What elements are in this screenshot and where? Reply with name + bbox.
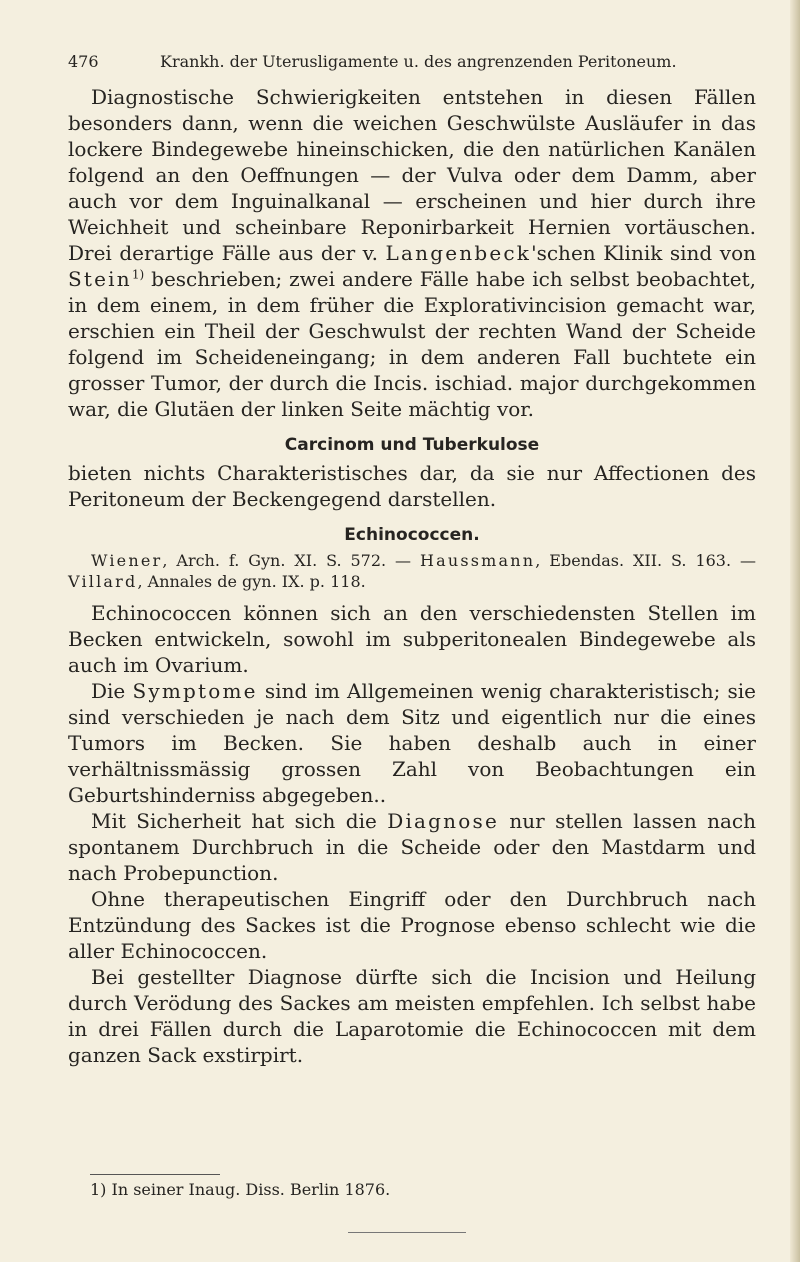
text-run: Mit Sicherheit hat sich die bbox=[91, 809, 388, 833]
text-run: beschrieben; zwei andere Fälle habe ich selbst beobachtet, in dem einem, in dem früher die Explorativincision gemacht war, erschien ein Theil der Geschwulst der rechten Wand der Scheide folgend im Scheideneingang; in dem anderen Fall buchtete ein grosser Tumor, der durch die Incis. ischiad. major durchgekommen war, die Glutäen der linken Seite mächtig vor. bbox=[68, 267, 756, 421]
footnote-marker: 1) bbox=[131, 267, 145, 282]
paragraph-diagnostic-difficulties bbox=[68, 84, 756, 422]
page-body bbox=[68, 84, 756, 1068]
emphasized-term: Symptome bbox=[132, 679, 258, 703]
paragraph-diagnosis bbox=[68, 808, 756, 886]
page-edge bbox=[790, 0, 800, 1262]
section-heading-carcinom: Carcinom und Tuberkulose bbox=[284, 435, 540, 455]
bottom-divider bbox=[348, 1232, 466, 1233]
text-run: sind im Allgemeinen wenig charakteristisch; sie sind verschieden je nach dem Sitz und eigentlich nur die eines Tumors im Becken. Sie haben deshalb auch in einer verhältnissmässig grossen Zahl von Beobachtungen ein Geburtshinderniss abgegeben.. bbox=[68, 679, 756, 807]
page-number: 476 bbox=[68, 52, 99, 71]
author-name: Haussmann bbox=[419, 551, 536, 570]
author-name: Wiener bbox=[91, 551, 163, 570]
author-name: Villard bbox=[68, 572, 138, 591]
text-run: , Annales de gyn. IX. p. 118. bbox=[137, 572, 366, 591]
literature-references bbox=[68, 550, 756, 592]
text-run: nur stellen lassen nach spontanem Durchbruch in die Scheide oder den Mastdarm und nach Probepunction. bbox=[68, 809, 756, 885]
paragraph-symptoms bbox=[68, 678, 756, 808]
running-header bbox=[68, 50, 748, 74]
text-run: Diagnostische Schwierigkeiten entstehen in diesen Fällen besonders dann, wenn die weichen Geschwülste Ausläufer in das lockere Bindegewebe hineinschicken, die den natürlichen Kanälen folgend an den Oeffnungen — der Vulva oder dem Damm, aber auch vor dem Inguinalkanal — erscheinen und hier durch ihre Weichheit und scheinbare Reponirbarkeit Hernien vortäuschen. Drei derartige Fälle aus der v. bbox=[68, 85, 756, 265]
text-run: , Arch. f. Gyn. XI. S. 572. — bbox=[162, 551, 420, 570]
section-heading-echinococcen: Echinococcen. bbox=[344, 525, 480, 545]
text-run: 'schen Klinik sind von bbox=[531, 241, 757, 265]
text-run: Die bbox=[91, 679, 133, 703]
paragraph-prognosis: Ohne therapeutischen Eingriff oder den Durchbruch nach Entzündung des Sackes ist die Prognose ebenso schlecht wie die aller Echinococcen. bbox=[68, 887, 756, 963]
paragraph-location: Echinococcen können sich an den verschiedensten Stellen im Becken entwickeln, sowohl im subperitonealen Bindegewebe als auch im Ovarium. bbox=[68, 601, 756, 677]
author-name: Stein bbox=[68, 267, 132, 291]
paragraph-therapy: Bei gestellter Diagnose dürfte sich die Incision und Heilung durch Verödung des Sackes am meisten empfehlen. Ich selbst habe in drei Fällen durch die Laparotomie die Echinococcen mit dem ganzen Sack exstirpirt. bbox=[68, 965, 756, 1067]
author-name: Langenbeck bbox=[385, 241, 532, 265]
running-title: Krankh. der Uterusligamente u. des angrenzenden Peritoneum. bbox=[160, 52, 677, 71]
text-run: , Ebendas. XII. S. 163. — bbox=[535, 551, 756, 570]
paragraph-carcinom: bieten nichts Charakteristisches dar, da sie nur Affectionen des Peritoneum der Beckengegend darstellen. bbox=[68, 461, 756, 511]
emphasized-term: Diagnose bbox=[387, 809, 499, 833]
footnote-divider bbox=[90, 1174, 220, 1175]
footnote: 1) In seiner Inaug. Diss. Berlin 1876. bbox=[90, 1180, 391, 1199]
